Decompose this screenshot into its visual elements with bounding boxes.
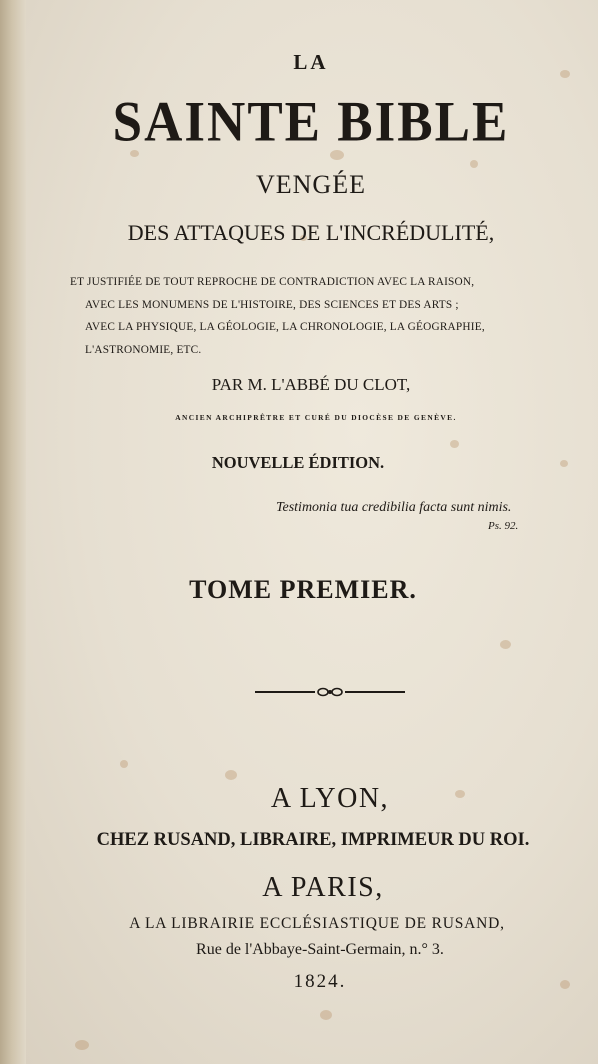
main-title: SAINTE BIBLE [112, 90, 510, 154]
foxing-spot [225, 770, 237, 780]
author-title: ANCIEN ARCHIPRÊTRE ET CURÉ DU DIOCÈSE DE GENÈVE. [175, 413, 457, 422]
book-binding-edge [0, 0, 26, 1064]
volume-label: TOME PREMIER. [189, 575, 417, 604]
publisher-lyon: CHEZ RUSAND, LIBRAIRE, IMPRIMEUR DU ROI. [96, 830, 530, 850]
publication-year: 1824. [293, 971, 347, 992]
subtitle: VENGÉE [256, 170, 366, 199]
epigraph-reference: Ps. 92. [488, 520, 519, 532]
subtitle-line-2: DES ATTAQUES DE L'INCRÉDULITÉ, [127, 220, 495, 245]
author-line: PAR M. L'ABBÉ DU CLOT, [211, 375, 411, 394]
foxing-spot [120, 760, 128, 768]
epigraph: Testimonia tua credibilia facta sunt nimis. [276, 500, 512, 515]
edition-note: NOUVELLE ÉDITION. [211, 453, 385, 472]
foxing-spot [450, 440, 459, 448]
justification-block [70, 271, 570, 361]
publisher-paris: A LA LIBRAIRIE ECCLÉSIASTIQUE DE RUSAND, [129, 915, 505, 932]
justification-line: AVEC LA PHYSIQUE, LA GÉOLOGIE, LA CHRONOLOGIE, LA GÉOGRAPHIE, [85, 321, 485, 333]
publisher-address: Rue de l'Abbaye-Saint-Germain, n.° 3. [196, 941, 444, 958]
title-article: LA [293, 50, 329, 74]
justification-line: L'ASTRONOMIE, ETC. [85, 343, 202, 356]
foxing-spot [500, 640, 511, 649]
ornamental-rule [255, 684, 405, 700]
city-paris: A PARIS, [262, 872, 384, 903]
foxing-spot [470, 160, 478, 168]
foxing-spot [320, 1010, 332, 1020]
foxing-spot [75, 1040, 89, 1050]
justification-line: AVEC LES MONUMENS DE L'HISTOIRE, DES SCIENCES ET DES ARTS ; [85, 298, 459, 311]
justification-line: ET JUSTIFIÉE DE TOUT REPROCHE DE CONTRADICTION AVEC LA RAISON, [70, 276, 475, 288]
city-lyon: A LYON, [270, 783, 390, 814]
